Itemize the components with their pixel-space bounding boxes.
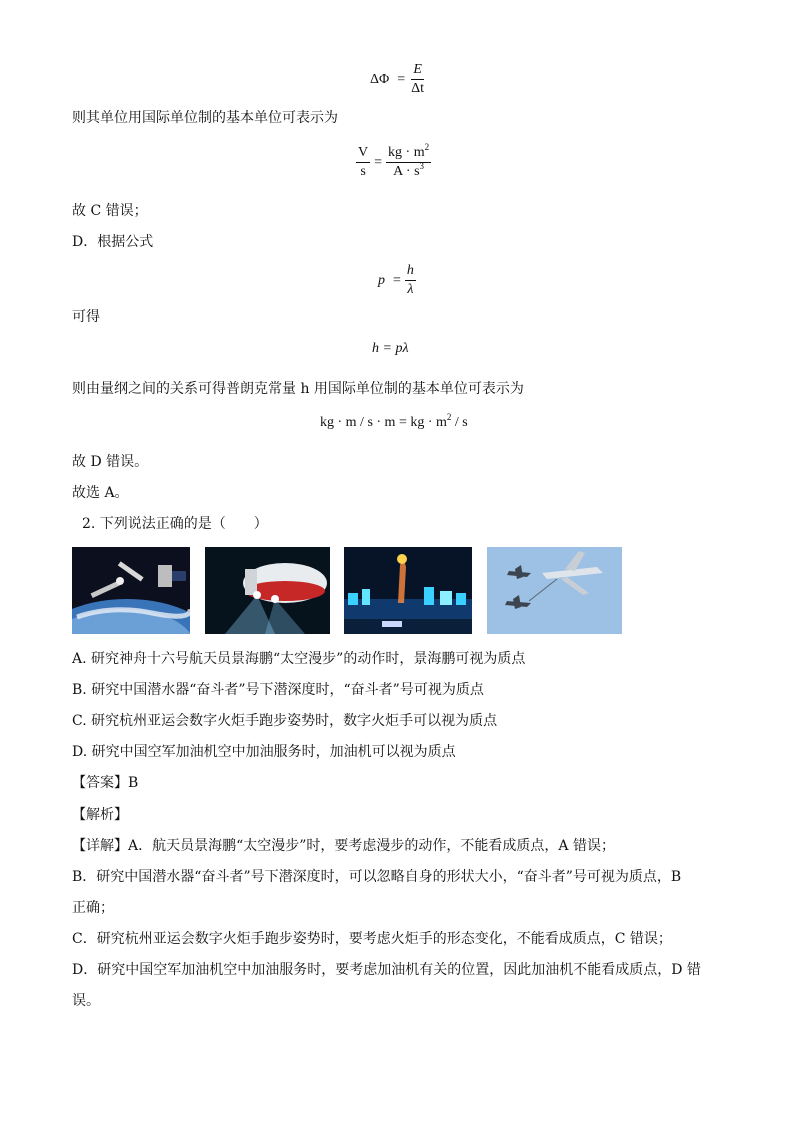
option-d: D. 研究中国空军加油机空中加油服务时，加油机可以视为质点: [72, 744, 456, 760]
paragraph-kede: 可得: [72, 309, 100, 325]
paragraph-dimension: 则由量纲之间的关系可得普朗克常量 h 用国际单位制的基本单位可表示为: [72, 381, 524, 397]
equation-planck: h = pλ: [372, 341, 409, 356]
detail-line-c: C．研究杭州亚运会数字火炬手跑步姿势时，要考虑火炬手的形态变化，不能看成质点，C 错误；: [72, 931, 672, 947]
paragraph-c-wrong: 故 C 错误；: [72, 203, 148, 219]
option-c: C. 研究杭州亚运会数字火炬手跑步姿势时，数字火炬手可以视为质点: [72, 713, 498, 729]
equation-flux: ΔΦ = $\frac{E}{\Delta t}$: [370, 62, 425, 96]
equation-units: $\frac{V}{s}$ = $\frac{kg \cdot m^2}{A \cdot s^3}$: [358, 142, 430, 179]
space-station-arm-photo: [72, 547, 190, 634]
question-2-stem: 2. 下列说法正确的是（ ）: [82, 516, 268, 532]
option-b: B. 研究中国潜水器“奋斗者”号下潜深度时，“奋斗者”号可视为质点: [72, 682, 484, 698]
paragraph-d-wrong: 故 D 错误。: [72, 454, 149, 470]
equation-planck-units: kg · m / s · m = kg · $m^2$ / s: [320, 412, 468, 430]
paragraph-d-formula: D．根据公式: [72, 234, 154, 250]
answer-value: B: [128, 775, 139, 791]
option-a: A. 研究神舟十六号航天员景海鹏“太空漫步”的动作时，景海鹏可视为质点: [72, 651, 526, 667]
aerial-refueling-photo: [487, 547, 622, 634]
paragraph-choose-a: 故选 A。: [72, 485, 129, 501]
paragraph-units-intro: 则其单位用国际单位制的基本单位可表示为: [72, 110, 338, 126]
detail-line-b2: 正确；: [72, 900, 114, 916]
equation-momentum: p = $\frac{h}{\lambda}$: [378, 263, 414, 297]
analysis-tag: 【解析】: [72, 807, 128, 823]
detail-line-d1: D．研究中国空军加油机空中加油服务时，要考虑加油机有关的位置，因此加油机不能看成质点，D 错: [72, 962, 701, 978]
answer-line: [72, 773, 138, 793]
detail-tag: 【详解】: [72, 838, 128, 854]
detail-line-a: 【详解】A．航天员景海鹏“太空漫步”时，要考虑漫步的动作，不能看成质点，A 错误；: [72, 838, 615, 854]
detail-line-d2: 误。: [72, 993, 100, 1009]
submersible-photo: [205, 547, 330, 634]
fraction: $\frac{E}{\Delta t}$: [411, 62, 425, 96]
detail-line-b1: B．研究中国潜水器“奋斗者”号下潜深度时，可以忽略自身的形状大小，“奋斗者”号可视为质点，B: [72, 869, 682, 885]
answer-tag: 【答案】: [72, 775, 128, 791]
torch-bearer-night-photo: [344, 547, 472, 634]
